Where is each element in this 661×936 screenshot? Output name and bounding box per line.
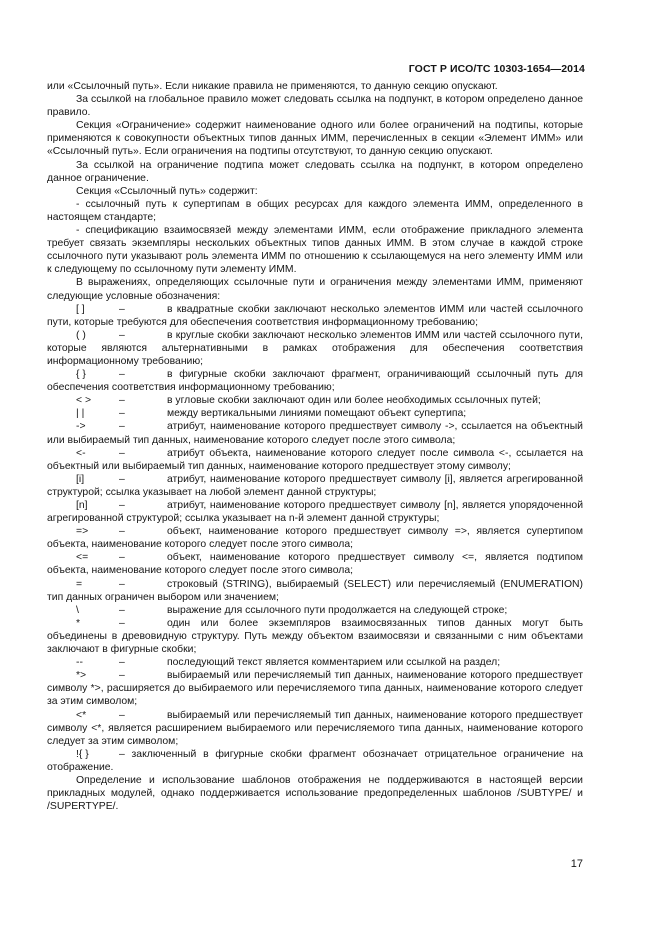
paragraph: Секция «Ограничение» содержит наименование одного или более ограничений на подтипы, которые применяются к совокупности объектных типов данных ИММ, перечисленных в секции «Элемент ИММ» или «Ссылочный путь». Если ограничения на подтипы отсутствуют, то данную секцию опускают. [47, 120, 583, 158]
symbol-description: в круглые скобки заключают несколько элементов ИММ или частей ссылочного пути, которые являются альтернативными в рамках отображения для обеспечения соответствия информационному требованию; [47, 329, 583, 367]
paragraph: За ссылкой на ограничение подтипа может следовать ссылка на подпункт, в котором определено данное ограничение. [47, 159, 583, 184]
paragraph: За ссылкой на глобальное правило может следовать ссылка на подпункт, в котором определено данное правило. [47, 94, 583, 119]
document-header: ГОСТ Р ИСО/ТС 10303-1654—2014 [408, 63, 585, 75]
symbol-entry [47, 748, 583, 774]
symbol: * [76, 617, 81, 629]
symbol-list [47, 303, 583, 748]
symbol-description: выражение для ссылочного пути продолжается на следующей строке; [167, 604, 508, 616]
paragraph: Определение и использование шаблонов отображения не поддерживаются в настоящей версии прикладных модулей, однако поддерживается использование предопределенных шаблонов /SUBTYPE/ и /SUPERTYPE/. [47, 774, 583, 813]
dash: – [119, 657, 125, 669]
symbol-entry [47, 525, 583, 551]
symbol: => [76, 526, 89, 538]
symbol: <= [76, 552, 89, 564]
symbol-entry [47, 604, 583, 617]
symbol-description: объект, наименование которого предшествует символу <=, является подтипом объекта, наименование которого следует после этого символа; [47, 552, 583, 577]
symbol-description: последующий текст является комментарием или ссылкой на раздел; [167, 657, 501, 669]
symbol-description: объект, наименование которого предшествует символу =>, является супертипом объекта, наименование которого следует после этого символа; [47, 526, 583, 551]
page-body [47, 80, 583, 813]
symbol: <* [76, 709, 87, 721]
dash: – [119, 408, 125, 420]
paragraph: Секция «Ссылочный путь» содержит: [76, 185, 258, 197]
symbol: = [76, 578, 83, 590]
symbol-description: атрибут объекта, наименование которого следует после символа <-, ссылается на объектный или выбираемый тип данных, наименование которого предшествует этому символу; [47, 447, 583, 472]
symbol-description: атрибут, наименование которого предшествует символу [i], является агрегированной структурой; ссылка указывает на любой элемент данной структуры; [47, 473, 583, 498]
symbol-description: один или более экземпляров взаимосвязанных типов данных могут быть объединены в древовидную структуру. Путь между объектом взаимосвязи и связанными с ним объектами заключают в фигурные скобки; [47, 617, 583, 656]
symbol-description: выбираемый или перечисляемый тип данных, наименование которого предшествует символу *>, расширяется до выбираемого или перечисляемого типа данных, наименование которого следует за этим символом; [47, 670, 583, 708]
symbol-entry [47, 368, 583, 394]
dash: – [119, 369, 125, 381]
symbol: -> [76, 421, 86, 433]
symbol: -- [76, 657, 83, 669]
symbol-entry [47, 303, 583, 329]
symbol: [n] [76, 500, 88, 511]
symbol-entry [47, 578, 583, 604]
symbol-description: в угловые скобки заключают один или более необходимых ссылочных путей; [167, 395, 541, 407]
dash: – [119, 500, 125, 511]
symbol-description: – заключенный в фигурные скобки фрагмент обозначает отрицательное ограничение на отображение. [47, 748, 583, 773]
symbol: \ [76, 604, 79, 616]
symbol-description: атрибут, наименование которого предшествует символу ->, ссылается на объектный или выбираемый тип данных, наименование которого следует после этого символа; [47, 421, 583, 446]
symbol-description: атрибут, наименование которого предшествует символу [n], является упорядоченной агрегированной структурой; ссылка указывает на n-й элемент данной структуры; [47, 500, 583, 525]
symbol-entry [47, 499, 583, 525]
symbol-entry [47, 394, 583, 407]
symbol-entry [47, 617, 583, 656]
dash: – [119, 329, 125, 341]
symbol-entry [47, 447, 583, 473]
dash: – [119, 421, 125, 433]
symbol: < > [76, 395, 92, 407]
dash: – [119, 578, 125, 590]
symbol: [ ] [76, 303, 85, 315]
dash: – [119, 473, 125, 485]
dash: – [119, 709, 125, 721]
symbol: { } [76, 369, 86, 381]
dash: – [119, 604, 125, 616]
symbol-description: выбираемый или перечисляемый тип данных, наименование которого предшествует символу <*, является расширением выбираемого или перечисляемого типа данных, наименование которого следует за этим символом; [47, 709, 583, 747]
symbol-entry [47, 420, 583, 446]
dash: – [119, 303, 125, 315]
symbol-entry [47, 669, 583, 708]
dash: – [119, 447, 125, 459]
list-item: - ссылочный путь к супертипам в общих ресурсах для каждого элемента ИММ, определенного в настоящем стандарте; [47, 198, 583, 223]
symbol: ( ) [76, 329, 86, 341]
symbol-description: в фигурные скобки заключают фрагмент, ограничивающий ссылочный путь для обеспечения соответствия информационному требованию; [47, 369, 583, 394]
symbol-entry [47, 407, 583, 420]
paragraph: или «Ссылочный путь». Если никакие правила не применяются, то данную секцию опускают. [47, 81, 498, 92]
symbol-description: между вертикальными линиями помещают объект супертипа; [167, 408, 467, 420]
symbol-entry [47, 473, 583, 499]
symbol-description: строковый (STRING), выбираемый (SELECT) или перечисляемый (ENUMERATION) тип данных ограничен выбором или значением; [47, 578, 583, 603]
symbol: !{ } [76, 748, 89, 760]
symbol-entry [47, 709, 583, 748]
dash: – [119, 617, 125, 629]
paragraph: В выражениях, определяющих ссылочные пути и ограничения между элементами ИММ, применяют следующие условные обозначения: [47, 277, 583, 302]
dash: – [119, 552, 125, 564]
dash: – [119, 395, 125, 407]
symbol-entry [47, 656, 583, 669]
symbol: [i] [76, 473, 85, 485]
page-number: 17 [570, 858, 583, 870]
dash: – [119, 526, 125, 538]
symbol: | | [76, 408, 85, 420]
symbol-entry [47, 329, 583, 368]
symbol-description: в квадратные скобки заключают несколько элементов ИММ или частей ссылочного пути, которые требуются для обеспечения соответствия информационному требованию; [47, 303, 583, 328]
list-item: - спецификацию взаимосвязей между элементами ИММ, если отображение прикладного элемента требует связать экземпляры нескольких объектных типов данных ИММ. В этом случае в каждой строке ссылочного пути указывают роль элемента ИММ по отношению к ссылающемуся на него элементу ИММ или к следующему по ссылочному пути элементу ИММ. [47, 225, 583, 276]
symbol-entry [47, 551, 583, 577]
symbol: *> [76, 670, 87, 682]
dash: – [119, 670, 125, 682]
symbol: <- [76, 447, 86, 459]
